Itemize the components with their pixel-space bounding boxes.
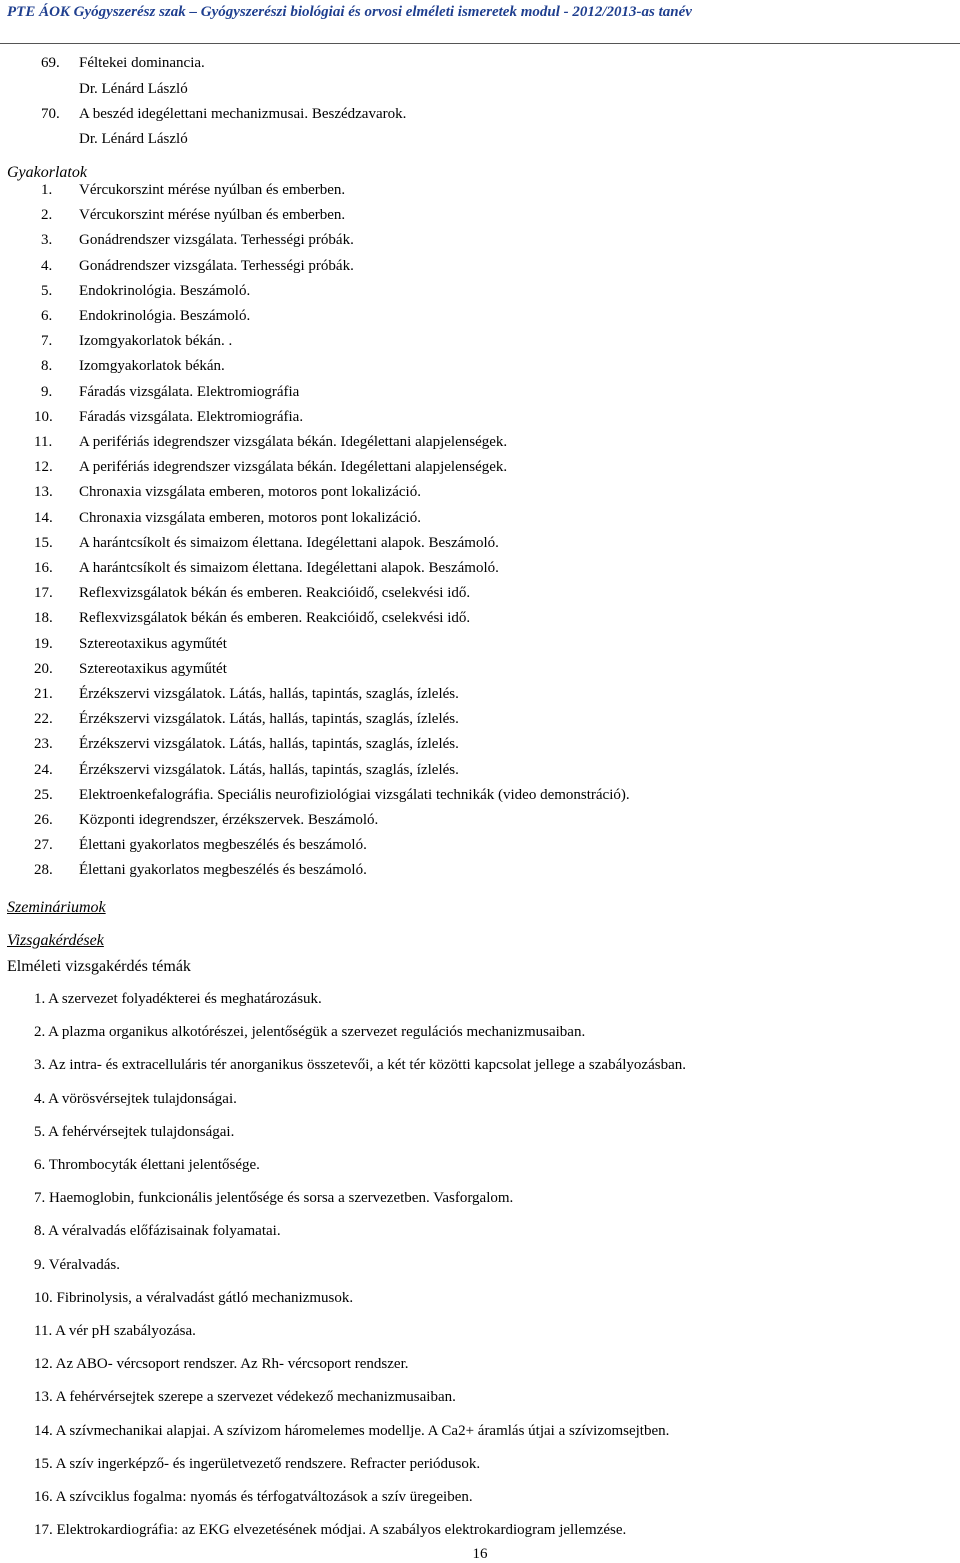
- exam-question: 1. A szervezet folyadékterei és meghatározásuk.: [34, 991, 322, 1007]
- practical-text: A harántcsíkolt és simaizom élettana. Idegélettani alapok. Beszámoló.: [79, 560, 499, 576]
- practical-text: Vércukorszint mérése nyúlban és emberben.: [79, 182, 346, 198]
- lecture-number: 70.: [41, 106, 60, 122]
- practical-number: 27.: [34, 837, 53, 854]
- exam-question: 10. Fibrinolysis, a véralvadást gátló mechanizmusok.: [34, 1289, 354, 1306]
- practical-text: Endokrinológia. Beszámoló.: [79, 308, 251, 324]
- seminars-heading: Szemináriumok: [7, 899, 106, 916]
- practical-text: Élettani gyakorlatos megbeszélés és beszámoló.: [79, 837, 367, 854]
- practical-text: Chronaxia vizsgálata emberen, motoros pont lokalizáció.: [79, 509, 421, 526]
- lecture-lecturer: Dr. Lénárd László: [79, 131, 188, 147]
- lecture-title: Féltekei dominancia.: [79, 55, 205, 71]
- practical-text: Sztereotaxikus agyműtét: [79, 660, 227, 677]
- practical-text: Érzékszervi vizsgálatok. Látás, hallás, tapintás, szaglás, ízlelés.: [79, 736, 459, 753]
- practical-number: 2.: [41, 207, 53, 224]
- practical-text: Sztereotaxikus agyműtét: [79, 635, 227, 652]
- practical-number: 15.: [34, 534, 53, 551]
- practical-text: Chronaxia vizsgálata emberen, motoros pont lokalizáció.: [79, 484, 421, 501]
- practical-number: 18.: [34, 610, 53, 627]
- practical-number: 1.: [41, 182, 53, 198]
- lecture-69: [41, 54, 205, 72]
- practical-number: 3.: [41, 232, 53, 249]
- practical-number: 5.: [41, 282, 53, 299]
- practical-text: Élettani gyakorlatos megbeszélés és beszámoló.: [79, 862, 367, 879]
- practical-number: 14.: [34, 509, 53, 526]
- exam-question: 7. Haemoglobin, funkcionális jelentősége és sorsa a szervezetben. Vasforgalom.: [34, 1190, 514, 1207]
- practical-number: 19.: [34, 635, 53, 652]
- practical-text: A harántcsíkolt és simaizom élettana. Idegélettani alapok. Beszámoló.: [79, 534, 499, 551]
- practical-number: 12.: [34, 459, 53, 476]
- practical-number: 8.: [41, 358, 53, 375]
- lecture-number: 69.: [41, 55, 60, 71]
- practical-number: 11.: [34, 434, 53, 450]
- practical-number: 20.: [34, 660, 53, 677]
- exam-question: 11. A vér pH szabályozása.: [34, 1323, 196, 1339]
- exam-question: 4. A vörösvérsejtek tulajdonságai.: [34, 1090, 237, 1107]
- exam-question: 6. Thrombocyták élettani jelentősége.: [34, 1157, 260, 1173]
- practical-number: 6.: [41, 308, 53, 324]
- exam-question: 14. A szívmechanikai alapjai. A szívizom háromelemes modellje. A Ca2+ áramlás útjai a szívizomsejtben.: [34, 1422, 670, 1439]
- practical-number: 17.: [34, 585, 53, 602]
- practical-text: Elektroenkefalográfia. Speciális neurofiziológiai vizsgálati technikák (video demonstráció).: [79, 786, 630, 803]
- exam-question: 2. A plazma organikus alkotórészei, jelentőségük a szervezet regulációs mechanizmusaiban.: [34, 1024, 586, 1041]
- practicals-heading: Gyakorlatok: [7, 164, 87, 181]
- practical-text: A perifériás idegrendszer vizsgálata békán. Idegélettani alapjelenségek.: [79, 459, 508, 476]
- practical-text: Gonádrendszer vizsgálata. Terhességi próbák.: [79, 232, 354, 249]
- practical-number: 28.: [34, 862, 53, 879]
- exam-subheading: Elméleti vizsgakérdés témák: [7, 958, 191, 975]
- practical-text: Érzékszervi vizsgálatok. Látás, hallás, tapintás, szaglás, ízlelés.: [79, 711, 459, 728]
- exam-question: 15. A szív ingerképző- és ingerületvezető rendszere. Refracter periódusok.: [34, 1455, 481, 1472]
- exam-question: 3. Az intra- és extracelluláris tér anorganikus összetevői, a két tér közötti kapcsolat jellege a szabályozásban.: [34, 1057, 686, 1074]
- lecture-70: [41, 105, 407, 123]
- practical-number: 7.: [41, 333, 53, 350]
- practical-text: Fáradás vizsgálata. Elektromiográfia.: [79, 408, 304, 425]
- header-title: PTE ÁOK Gyógyszerész szak – Gyógyszerészi biológiai és orvosi elméleti ismeretek modul - 2012/2013-as tanév: [7, 4, 692, 20]
- practical-number: 22.: [34, 711, 53, 728]
- practical-number: 9.: [41, 383, 53, 400]
- practical-text: Fáradás vizsgálata. Elektromiográfia: [79, 383, 300, 400]
- page-header: [0, 0, 960, 44]
- practical-text: Endokrinológia. Beszámoló.: [79, 282, 251, 299]
- practical-number: 25.: [34, 786, 53, 803]
- practical-text: Vércukorszint mérése nyúlban és emberben.: [79, 207, 346, 224]
- exam-question: 5. A fehérvérsejtek tulajdonságai.: [34, 1123, 235, 1140]
- practical-text: Érzékszervi vizsgálatok. Látás, hallás, tapintás, szaglás, ízlelés.: [79, 686, 459, 702]
- practical-text: Érzékszervi vizsgálatok. Látás, hallás, tapintás, szaglás, ízlelés.: [79, 761, 459, 778]
- practical-text: A perifériás idegrendszer vizsgálata békán. Idegélettani alapjelenségek.: [79, 434, 508, 450]
- exam-heading: Vizsgakérdések: [7, 932, 104, 949]
- practical-number: 21.: [34, 686, 53, 702]
- exam-question: 12. Az ABO- vércsoport rendszer. Az Rh- vércsoport rendszer.: [34, 1356, 409, 1373]
- practical-number: 26.: [34, 812, 53, 828]
- practical-number: 23.: [34, 736, 53, 753]
- exam-question: 13. A fehérvérsejtek szerepe a szervezet védekező mechanizmusaiban.: [34, 1389, 456, 1406]
- exam-question: 16. A szívciklus fogalma: nyomás és térfogatváltozások a szív üregeiben.: [34, 1489, 473, 1505]
- lecture-lecturer: Dr. Lénárd László: [79, 81, 188, 97]
- exam-question: 9. Véralvadás.: [34, 1256, 120, 1273]
- practical-text: Izomgyakorlatok békán.: [79, 358, 225, 375]
- practical-number: 16.: [34, 560, 53, 576]
- practical-number: 10.: [34, 408, 53, 425]
- page-number: 16: [472, 1546, 488, 1562]
- practical-text: Izomgyakorlatok békán. .: [79, 333, 233, 350]
- practical-number: 4.: [41, 257, 53, 274]
- practical-text: Reflexvizsgálatok békán és emberen. Reakcióidő, cselekvési idő.: [79, 585, 471, 602]
- exam-question: 8. A véralvadás előfázisainak folyamatai.: [34, 1223, 281, 1240]
- practical-number: 24.: [34, 761, 53, 778]
- practical-text: Reflexvizsgálatok békán és emberen. Reakcióidő, cselekvési idő.: [79, 610, 471, 627]
- practical-text: Gonádrendszer vizsgálata. Terhességi próbák.: [79, 257, 354, 274]
- exam-question: 17. Elektrokardiográfia: az EKG elvezetésének módjai. A szabályos elektrokardiogram jellemzése.: [34, 1522, 627, 1539]
- lecture-title: A beszéd idegélettani mechanizmusai. Beszédzavarok.: [79, 106, 407, 122]
- practical-text: Központi idegrendszer, érzékszervek. Beszámoló.: [79, 812, 379, 828]
- practical-number: 13.: [34, 484, 53, 501]
